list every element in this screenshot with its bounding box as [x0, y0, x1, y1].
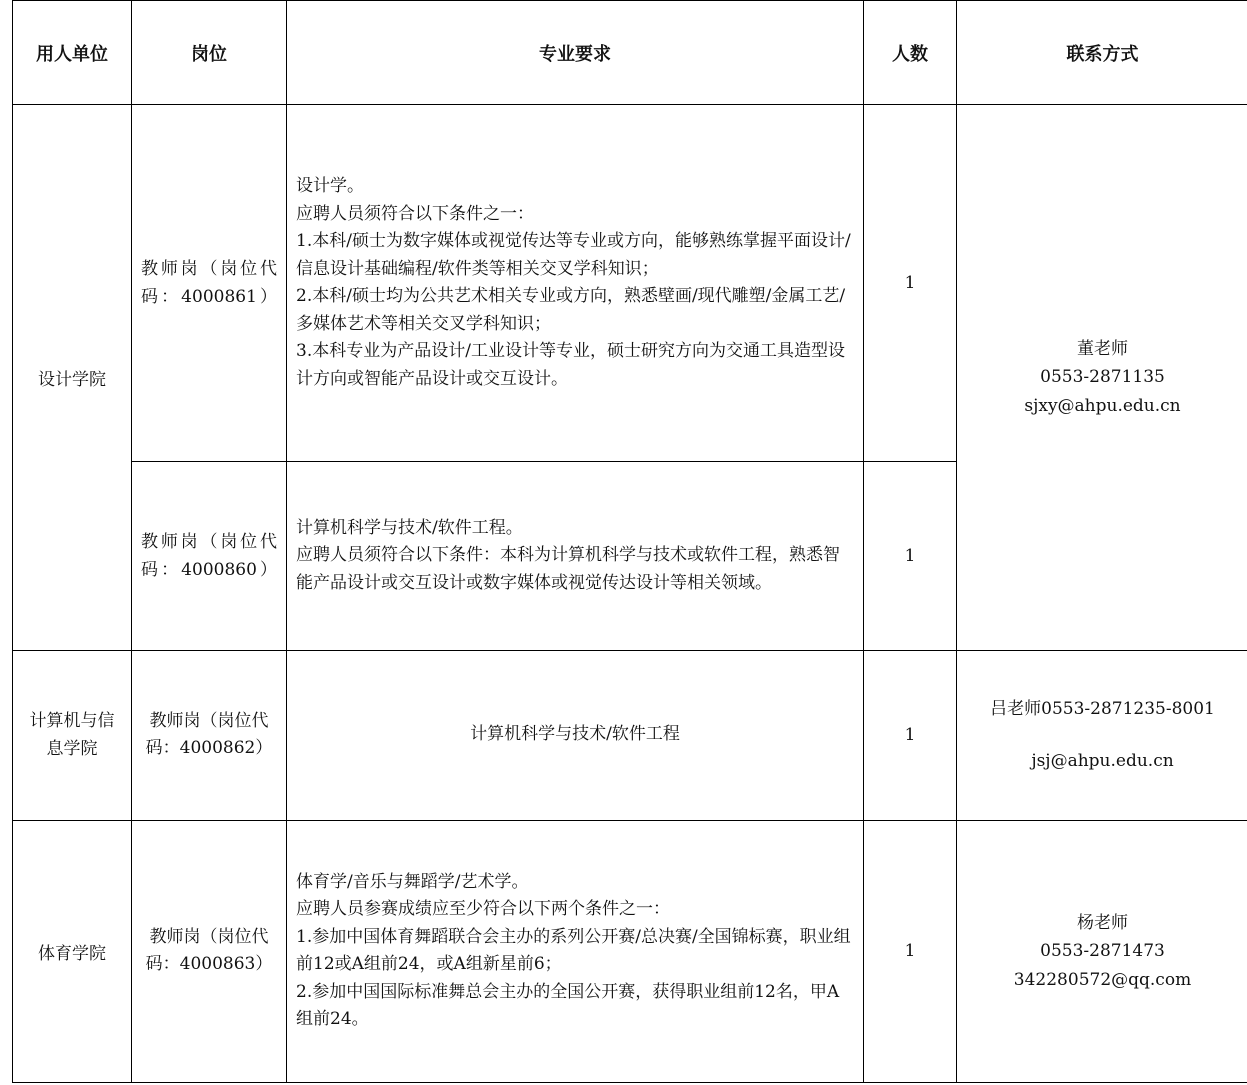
header-post: 岗位	[132, 1, 287, 105]
header-count: 人数	[864, 1, 957, 105]
contact-cell	[957, 820, 1247, 1082]
unit-cell: 体育学院	[13, 820, 132, 1082]
requirement-line: 3.本科专业为产品设计/工业设计等专业，硕士研究方向为交通工具造型设计方向或智能产品设计或交互设计。	[296, 341, 845, 389]
requirement-line: 计算机科学与技术/软件工程	[470, 724, 680, 745]
header-unit: 用人单位	[13, 1, 132, 105]
requirement-line: 应聘人员参赛成绩应至少符合以下两个条件之一：	[296, 899, 670, 920]
count-cell: 1	[864, 820, 957, 1082]
count-cell: 1	[864, 650, 957, 820]
requirement-cell	[287, 820, 864, 1082]
header-contact: 联系方式	[957, 1, 1247, 105]
count-cell: 1	[864, 462, 957, 650]
count-cell: 1	[864, 105, 957, 462]
requirement-line: 应聘人员须符合以下条件：本科为计算机科学与技术或软件工程，熟悉智能产品设计或交互设计或数字媒体或视觉传达设计等相关领域。	[296, 545, 840, 593]
post-cell: 教师岗（岗位代码：4000861）	[132, 105, 287, 462]
contact-name: 杨老师	[1077, 912, 1128, 933]
requirement-cell	[287, 650, 864, 820]
requirement-line: 1.本科/硕士为数字媒体或视觉传达等专业或方向，能够熟练掌握平面设计/信息设计基础编程/软件类等相关交叉学科知识；	[296, 231, 851, 279]
contact-name-phone: 吕老师0553-2871235-8001	[990, 698, 1215, 719]
contact-email: sjxy@ahpu.edu.cn	[1024, 395, 1181, 416]
post-cell: 教师岗（岗位代码：4000862）	[132, 650, 287, 820]
requirement-line: 计算机科学与技术/软件工程。	[296, 517, 523, 538]
requirement-line: 体育学/音乐与舞蹈学/艺术学。	[296, 871, 529, 892]
requirement-line: 2.本科/硕士均为公共艺术相关专业或方向，熟悉壁画/现代雕塑/金属工艺/多媒体艺术等相关交叉学科知识；	[296, 286, 846, 334]
recruitment-table	[12, 0, 1247, 1083]
unit-cell: 计算机与信息学院	[13, 650, 132, 820]
table-row	[13, 650, 1247, 820]
contact-email: jsj@ahpu.edu.cn	[1031, 751, 1174, 772]
contact-name: 董老师	[1077, 338, 1128, 359]
post-cell: 教师岗（岗位代码：4000863）	[132, 820, 287, 1082]
unit-cell: 设计学院	[13, 105, 132, 651]
table-row	[13, 105, 1247, 462]
requirement-line: 设计学。	[296, 176, 364, 197]
requirement-cell	[287, 462, 864, 650]
contact-cell	[957, 105, 1247, 651]
requirement-line: 2.参加中国国际标准舞总会主办的全国公开赛，获得职业组前12名，甲A组前24。	[296, 981, 840, 1030]
table-row	[13, 820, 1247, 1082]
header-requirement: 专业要求	[287, 1, 864, 105]
post-cell: 教师岗（岗位代码：4000860）	[132, 462, 287, 650]
contact-phone: 0553-2871135	[1040, 367, 1165, 388]
header-row	[13, 1, 1247, 105]
contact-cell	[957, 650, 1247, 820]
contact-phone: 0553-2871473	[1040, 941, 1165, 962]
requirement-line: 应聘人员须符合以下条件之一：	[296, 203, 534, 224]
contact-email: 342280572@qq.com	[1013, 969, 1192, 990]
requirement-line: 1.参加中国体育舞蹈联合会主办的系列公开赛/总决赛/全国锦标赛，职业组前12或A组前24，或A组新星前6；	[296, 926, 851, 975]
requirement-cell	[287, 105, 864, 462]
